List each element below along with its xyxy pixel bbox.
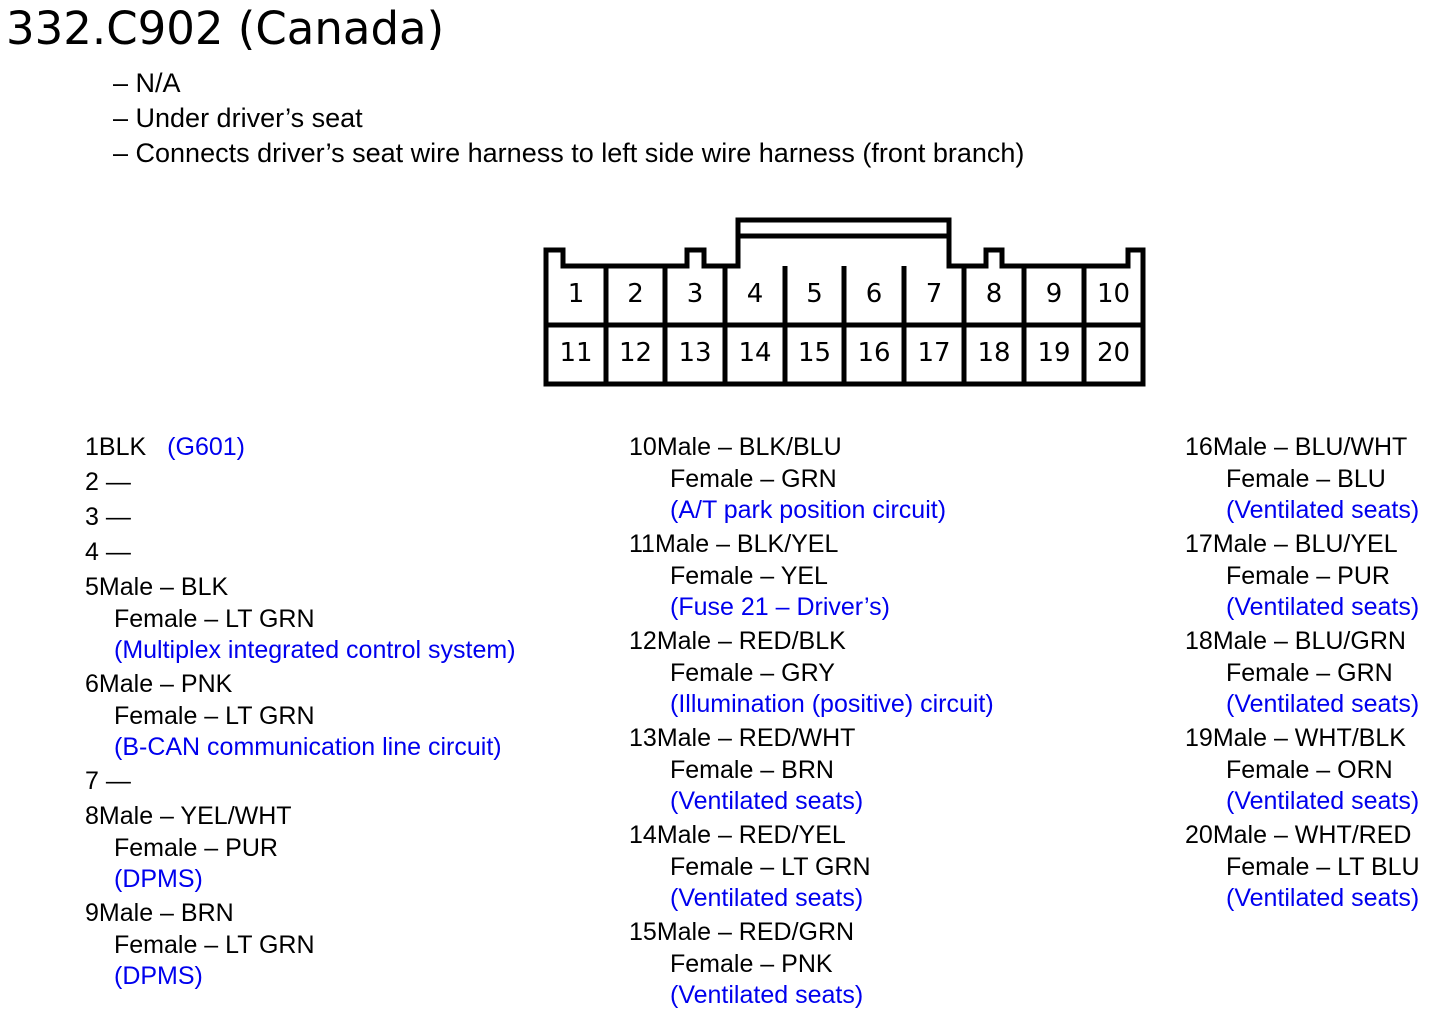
pin-number: 6 xyxy=(85,670,99,698)
pin-entry xyxy=(85,431,516,464)
pin-note: (Ventilated seats) xyxy=(1226,593,1420,621)
pin-female-wire: Female – BRN xyxy=(670,756,834,784)
pin-note: (Ventilated seats) xyxy=(670,884,864,912)
pin-number: 12 xyxy=(629,627,657,655)
pin-first-line xyxy=(85,800,516,833)
pin-wire: — xyxy=(105,767,131,795)
pin-number: 13 xyxy=(629,724,657,752)
pin-female-wire: Female – PUR xyxy=(114,834,278,862)
pin-first-line xyxy=(1185,528,1420,561)
pin-wire: BLK xyxy=(98,433,147,461)
pin-female-wire: Female – LT BLU xyxy=(1226,853,1420,881)
pin-number: 17 xyxy=(1185,530,1213,558)
pin-number: 5 xyxy=(85,573,99,601)
pin-number: 16 xyxy=(1185,433,1213,461)
connector-pin-label: 7 xyxy=(925,279,943,309)
pin-wire: Male – RED/YEL xyxy=(656,821,846,849)
pin-entry xyxy=(85,571,516,666)
pin-note: (Ventilated seats) xyxy=(1226,787,1420,815)
pin-entry xyxy=(1185,819,1420,914)
connector-diagram xyxy=(0,0,1441,420)
pin-wire: Male – BLK xyxy=(98,573,229,601)
pin-first-line xyxy=(629,722,994,755)
pin-first-line xyxy=(1185,722,1420,755)
pin-female-wire: Female – LT GRN xyxy=(114,931,315,959)
pin-wire: — xyxy=(105,468,131,496)
pin-female-wire: Female – PUR xyxy=(1226,562,1390,590)
connector-pin-label: 4 xyxy=(746,279,764,309)
pin-first-line xyxy=(85,466,516,499)
pin-entry xyxy=(629,431,994,526)
pin-wire: Male – WHT/BLK xyxy=(1212,724,1406,752)
pin-entry xyxy=(85,501,516,534)
pin-wire: Male – BLU/WHT xyxy=(1212,433,1408,461)
pin-note: (B-CAN communication line circuit) xyxy=(114,733,502,761)
connector-pin-label: 12 xyxy=(618,338,653,368)
pin-number: 1 xyxy=(85,433,99,461)
pin-wire: — xyxy=(105,538,131,566)
pin-first-line xyxy=(629,431,994,464)
connector-pin-label: 8 xyxy=(985,279,1003,309)
connector-pin-label: 13 xyxy=(678,338,712,368)
pin-note: (DPMS) xyxy=(114,962,203,990)
pin-entry xyxy=(629,819,994,914)
pin-first-line xyxy=(85,501,516,534)
pin-female-wire: Female – BLU xyxy=(1226,465,1386,493)
pin-entry xyxy=(85,668,516,763)
pin-number: 4 xyxy=(85,538,99,566)
pin-note: (Ventilated seats) xyxy=(1226,690,1420,718)
pin-wire: Male – RED/WHT xyxy=(656,724,856,752)
pin-entry xyxy=(85,536,516,569)
connector-pin-label: 6 xyxy=(865,279,883,309)
pin-entry xyxy=(629,625,994,720)
pin-number: 7 xyxy=(85,767,99,795)
pin-number: 19 xyxy=(1185,724,1213,752)
connector-description: – Connects driver’s seat wire harness to left side wire harness (front branch) xyxy=(113,138,1025,168)
pin-number: 20 xyxy=(1185,821,1213,849)
pin-note: (Illumination (positive) circuit) xyxy=(670,690,994,718)
pin-wire: Male – BRN xyxy=(98,899,234,927)
connector-pin-label: 3 xyxy=(686,279,704,309)
pin-column-2 xyxy=(629,431,994,1013)
pin-number: 11 xyxy=(629,530,655,558)
pin-wire: Male – BLU/GRN xyxy=(1212,627,1406,655)
connector-pin-label: 17 xyxy=(917,338,951,368)
connector-pin-label: 15 xyxy=(797,338,832,368)
pin-entry xyxy=(629,722,994,817)
pin-first-line xyxy=(629,819,994,852)
pin-entry xyxy=(85,897,516,992)
pin-wire: Male – BLK/YEL xyxy=(654,530,839,558)
connector-title: 332.C902 (Canada) xyxy=(6,2,445,55)
pin-number: 14 xyxy=(629,821,657,849)
pin-first-line xyxy=(1185,819,1420,852)
pin-entry xyxy=(1185,528,1420,623)
pin-note: (Ventilated seats) xyxy=(670,787,864,815)
pin-female-wire: Female – LT GRN xyxy=(670,853,871,881)
pin-column-1 xyxy=(85,431,516,994)
pin-female-wire: Female – PNK xyxy=(670,950,833,978)
pin-entry xyxy=(85,800,516,895)
pin-wire: Male – YEL/WHT xyxy=(98,802,292,830)
pin-note: (Multiplex integrated control system) xyxy=(114,636,516,664)
pin-entry xyxy=(1185,625,1420,720)
connector-pin-label: 5 xyxy=(806,279,823,309)
pin-number: 8 xyxy=(85,802,99,830)
pin-note: (Ventilated seats) xyxy=(670,981,864,1009)
pin-number: 2 xyxy=(85,468,99,496)
pin-note: (Fuse 21 – Driver’s) xyxy=(670,593,890,621)
pin-first-line xyxy=(85,897,516,930)
pin-first-line xyxy=(85,668,516,701)
connector-pin-label: 18 xyxy=(977,338,1011,368)
pin-note: (Ventilated seats) xyxy=(1226,884,1420,912)
pin-entry xyxy=(629,916,994,1011)
pin-female-wire: Female – LT GRN xyxy=(114,605,315,633)
pin-wire: Male – RED/GRN xyxy=(656,918,855,946)
pin-wire: Male – BLU/YEL xyxy=(1212,530,1398,558)
pin-number: 9 xyxy=(85,899,99,927)
pin-first-line xyxy=(1185,431,1420,464)
pin-female-wire: Female – YEL xyxy=(670,562,828,590)
pin-column-3 xyxy=(1185,431,1420,916)
pin-entry xyxy=(1185,431,1420,526)
connector-pin-label: 19 xyxy=(1037,338,1071,368)
pin-wire: — xyxy=(105,503,131,531)
pin-female-wire: Female – GRN xyxy=(1226,659,1393,687)
connector-pin-label: 16 xyxy=(857,338,891,368)
pin-first-line xyxy=(629,625,994,658)
pin-entry xyxy=(1185,722,1420,817)
pin-entry xyxy=(85,765,516,798)
connector-pin-label: 9 xyxy=(1045,279,1063,309)
connector-pin-label: 14 xyxy=(738,338,772,368)
pin-first-line xyxy=(85,765,516,798)
pin-note: (A/T park position circuit) xyxy=(670,496,947,524)
pin-number: 3 xyxy=(85,503,99,531)
pin-note: (DPMS) xyxy=(114,865,203,893)
pin-number: 15 xyxy=(629,918,657,946)
pin-wire: Male – WHT/RED xyxy=(1212,821,1412,849)
connector-type: – N/A xyxy=(113,68,181,98)
pin-note: (Ventilated seats) xyxy=(1226,496,1420,524)
connector-pin-label: 2 xyxy=(627,279,644,309)
connector-pin-label: 1 xyxy=(567,279,585,309)
pin-wire: Male – RED/BLK xyxy=(656,627,846,655)
pin-first-line xyxy=(85,431,516,464)
pin-entry xyxy=(629,528,994,623)
pin-female-wire: Female – LT GRN xyxy=(114,702,315,730)
pin-number: 18 xyxy=(1185,627,1213,655)
pin-first-line xyxy=(1185,625,1420,658)
pin-first-line xyxy=(85,571,516,604)
pin-female-wire: Female – GRN xyxy=(670,465,837,493)
pin-first-line xyxy=(629,528,994,561)
pin-number: 10 xyxy=(629,433,657,461)
pin-wire: Male – BLK/BLU xyxy=(656,433,842,461)
pin-wire: Male – PNK xyxy=(98,670,233,698)
connector-pin-label: 10 xyxy=(1096,279,1131,309)
pin-female-wire: Female – ORN xyxy=(1226,756,1393,784)
connector-pin-label: 11 xyxy=(559,338,593,368)
connector-location: – Under driver’s seat xyxy=(113,103,363,133)
pin-note: (G601) xyxy=(167,433,245,461)
pin-female-wire: Female – GRY xyxy=(670,659,835,687)
pin-entry xyxy=(85,466,516,499)
pin-first-line xyxy=(629,916,994,949)
pin-first-line xyxy=(85,536,516,569)
connector-pin-label: 20 xyxy=(1096,338,1131,368)
